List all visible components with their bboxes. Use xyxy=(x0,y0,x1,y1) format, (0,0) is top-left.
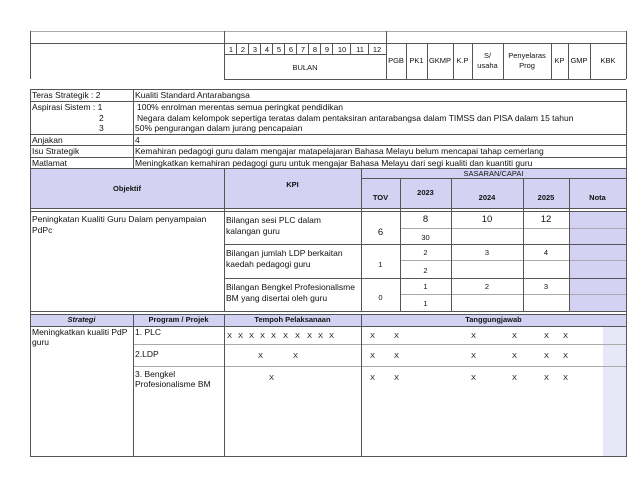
tempoh-header: Tempoh Pelaksanaan xyxy=(254,315,331,324)
aspirasi-2: Negara dalam kelompok sepertiga teratas dalam pentaksiran antarabangsa dalam TIMSS dan PISA dalam 15 tahun xyxy=(137,113,574,123)
resp-plc-susaha: X xyxy=(471,331,477,340)
role-s-usaha: S/ usaha xyxy=(477,51,498,70)
role-kbk: KBK xyxy=(600,56,616,65)
kpi-header: KPI xyxy=(286,180,299,189)
month-10: 10 xyxy=(337,45,347,54)
kpi-3-tov: 0 xyxy=(378,293,383,302)
year-2024-header: 2024 xyxy=(478,193,496,202)
kpi-1-target-2025: 12 xyxy=(540,214,552,225)
kpi-2-target-2025: 4 xyxy=(543,248,549,257)
kpi-3-target-2025: 3 xyxy=(543,282,549,291)
sasaran-header: SASARAN/CAPAI xyxy=(463,169,524,178)
kpi-3-actual-2023: 1 xyxy=(423,299,428,308)
kpi-2-line-2: kaedah pedagogi guru xyxy=(226,259,311,269)
isu-label: Isu Strategik xyxy=(32,146,80,156)
isu-value: Kemahiran pedagogi guru dalam mengajar matapelajaran Bahasa Melayu belum mencapai tahap cemerlang xyxy=(135,146,544,156)
kpi-1-target-2023: 8 xyxy=(422,214,429,225)
mark-plc-m8: X xyxy=(307,331,313,340)
objective-line-1: Peningkatan Kualiti Guru Dalam penyampaian xyxy=(32,214,207,224)
resp-plc-pgb: X xyxy=(370,331,376,340)
tanggungjawab-header: Tanggungjawab xyxy=(465,315,522,324)
month-2: 2 xyxy=(240,45,246,54)
kpi-1-line-1: Bilangan sesi PLC dalam xyxy=(226,215,321,225)
mark-plc-m4: X xyxy=(260,331,266,340)
role-kp-dot: K.P xyxy=(456,56,469,65)
kpi-2-target-2024: 3 xyxy=(484,248,490,257)
role-gkmp: GKMP xyxy=(428,56,452,65)
aspirasi-number-2: 2 xyxy=(99,113,104,123)
anjakan-label: Anjakan xyxy=(32,135,63,145)
resp-ldp-kp: X xyxy=(544,351,550,360)
nota-header: Nota xyxy=(589,193,606,202)
program-1: 1. PLC xyxy=(135,327,161,337)
kpi-3-target-2024: 2 xyxy=(484,282,490,291)
resp-ldp-penyelaras: X xyxy=(512,351,518,360)
kpi-2-line-1: Bilangan jumlah LDP berkaitan xyxy=(226,248,343,258)
resp-bengkel-gmp: X xyxy=(563,373,569,382)
resp-bengkel-pk1: X xyxy=(394,373,400,382)
objektif-header: Objektif xyxy=(113,184,141,193)
matlamat-value: Meningkatkan kemahiran pedagogi guru untuk mengajar Bahasa Melayu dari segi kualiti dan kuantiti guru xyxy=(135,158,533,168)
aspirasi-1: 100% enrolman merentas semua peringkat pendidikan xyxy=(137,102,344,112)
month-3: 3 xyxy=(252,45,258,54)
aspirasi-number-3: 3 xyxy=(99,123,104,133)
month-1: 1 xyxy=(228,45,234,54)
kpi-3-target-2023: 1 xyxy=(423,282,428,291)
month-5: 5 xyxy=(276,45,282,54)
month-8: 8 xyxy=(312,45,318,54)
aspirasi-3: 50% pengurangan dalam jurang pencapaian xyxy=(135,123,303,133)
resp-plc-gmp: X xyxy=(563,331,569,340)
mark-ldp-b: X xyxy=(293,351,299,360)
anjakan-value: 4 xyxy=(135,135,140,145)
objective-line-2: PdPc xyxy=(32,225,53,235)
kpi-1-target-2024: 10 xyxy=(481,214,493,225)
program-2: 2.LDP xyxy=(135,349,159,359)
mark-plc-m3: X xyxy=(249,331,255,340)
role-penyelaras: Penyelaras Prog xyxy=(508,51,546,70)
kpi-2-actual-2023: 2 xyxy=(423,266,428,275)
month-7: 7 xyxy=(300,45,306,54)
kpi-3-line-1: Bilangan Bengkel Profesionalisme xyxy=(226,282,355,292)
bulan-label: BULAN xyxy=(292,63,318,72)
kpi-1-actual-2023: 30 xyxy=(421,233,430,242)
mark-plc-m7: X xyxy=(295,331,301,340)
mark-plc-m2: X xyxy=(238,331,244,340)
teras-value: Kualiti Standard Antarabangsa xyxy=(135,90,250,100)
resp-plc-penyelaras: X xyxy=(512,331,518,340)
year-2025-header: 2025 xyxy=(537,193,555,202)
mark-ldp-a: X xyxy=(258,351,264,360)
kpi-1-tov: 6 xyxy=(377,227,384,238)
kpi-2-target-2023: 2 xyxy=(423,248,428,257)
mark-plc-m9: X xyxy=(318,331,324,340)
tov-header: TOV xyxy=(372,193,389,202)
role-pgb: PGB xyxy=(388,56,404,65)
month-12: 12 xyxy=(372,45,382,54)
resp-plc-kp: X xyxy=(544,331,550,340)
resp-ldp-pgb: X xyxy=(370,351,376,360)
kpi-2-tov: 1 xyxy=(378,260,383,269)
role-gmp: GMP xyxy=(570,56,588,65)
program-3-line-2: Profesionalisme BM xyxy=(135,379,211,389)
mark-plc-m1: X xyxy=(227,331,233,340)
aspirasi-label: Aspirasi Sistem : 1 xyxy=(32,102,103,112)
resp-bengkel-kp: X xyxy=(544,373,550,382)
mark-bengkel: X xyxy=(269,373,275,382)
role-pk1: PK1 xyxy=(409,56,424,65)
resp-bengkel-penyelaras: X xyxy=(512,373,518,382)
year-2023-header: 2023 xyxy=(417,188,434,197)
strategy-line-1: Meningkatkan kualiti PdP xyxy=(32,327,128,337)
teras-label: Teras Strategik : 2 xyxy=(32,90,101,100)
matlamat-label: Matlamat xyxy=(32,158,67,168)
month-9: 9 xyxy=(324,45,330,54)
strategi-header: Strategi xyxy=(67,315,96,324)
month-6: 6 xyxy=(288,45,294,54)
resp-ldp-gmp: X xyxy=(563,351,569,360)
strategy-line-2: guru xyxy=(32,337,50,347)
resp-ldp-pk1: X xyxy=(394,351,400,360)
resp-plc-pk1: X xyxy=(394,331,400,340)
month-4: 4 xyxy=(264,45,270,54)
resp-bengkel-pgb: X xyxy=(370,373,376,382)
kpi-1-line-2: kalangan guru xyxy=(226,226,280,236)
resp-ldp-susaha: X xyxy=(471,351,477,360)
month-11: 11 xyxy=(356,45,364,54)
kpi-3-line-2: BM yang disertai oleh guru xyxy=(226,293,328,303)
program-3-line-1: 3. Bengkel xyxy=(135,369,176,379)
resp-bengkel-susaha: X xyxy=(471,373,477,382)
role-kp: KP xyxy=(554,56,565,65)
mark-plc-m10: X xyxy=(329,331,335,340)
mark-plc-m6: X xyxy=(283,331,289,340)
mark-plc-m5: X xyxy=(271,331,277,340)
program-header: Program / Projek xyxy=(148,315,209,324)
